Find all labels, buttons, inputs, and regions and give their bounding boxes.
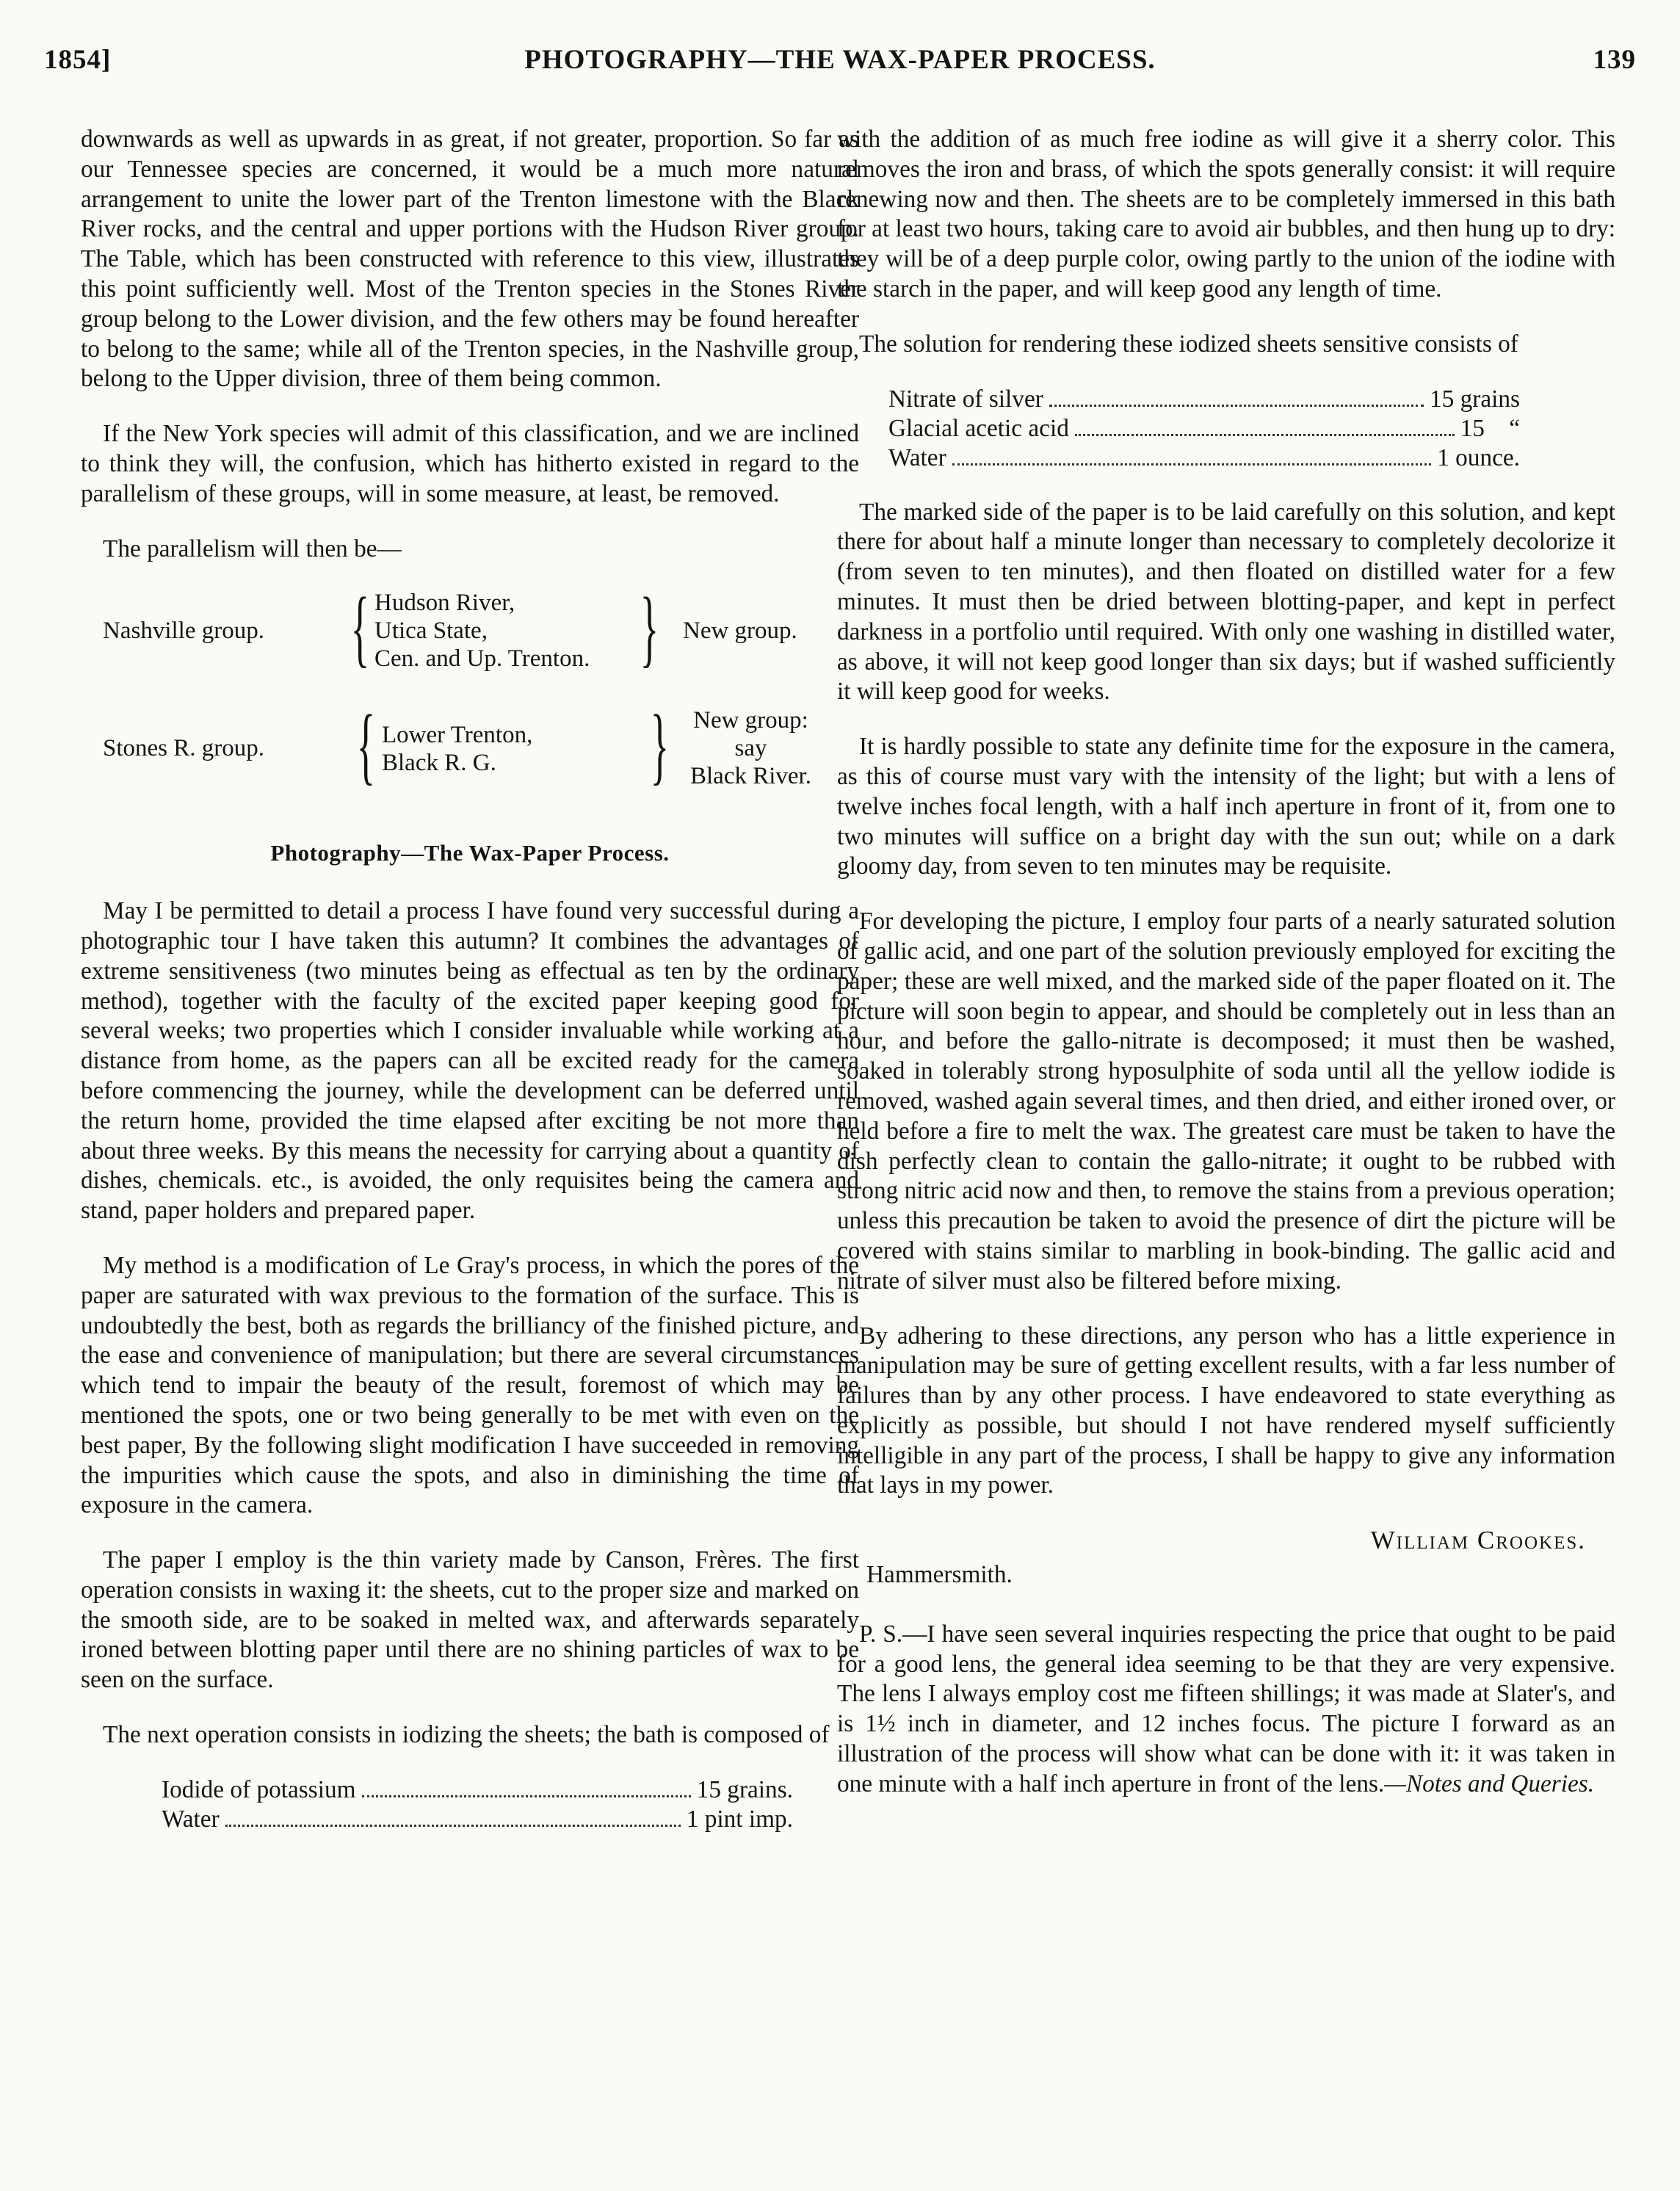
ingredient-amount: 1 ounce. xyxy=(1437,443,1520,471)
recipe-row xyxy=(888,443,1520,473)
leader-dots xyxy=(362,1775,691,1797)
paragraph: It is hardly possible to state any definite time for the exposure in the camera, as this of course must vary with the intensity of the light; but with a lens of twelve inches focal length, with a half inch aperture in front of it, from one to two minutes will suffice on a bright day with the sun out; while on a dark gloomy day, from seven to ten minutes may be requisite. xyxy=(837,733,1615,880)
ingredient-name: Water xyxy=(162,1805,220,1833)
ingredient-name: Nitrate of silver xyxy=(888,385,1043,413)
recipe-row xyxy=(888,414,1520,443)
paragraph: By adhering to these directions, any person who has a little experience in manipulation may be sure of getting excellent results, with a far less number of failures than by any other process. I have endeavored to state everything as explicitly as possible, but should I not have rendered myself sufficiently intelligible in any part of the process, I shall be happy to give any information that lays in my power. xyxy=(837,1322,1615,1499)
ingredient-amount: 15 grains. xyxy=(696,1775,793,1803)
paragraph: The marked side of the paper is to be laid carefully on this solution, and kept there for about half a minute longer than necessary to completely decolorize it (from seven to ten minutes), and then floated on distilled water for a few minutes. It must then be dried between blotting-paper, and kept in perfect darkness in a portfolio until required. With only one washing in distilled water, as above, it will not keep good longer than six days; but if washed sufficiently it will keep good for weeks. xyxy=(837,498,1615,706)
result-line: say xyxy=(734,735,767,762)
parallelism-table xyxy=(81,579,859,816)
group-item: Utica State, xyxy=(374,618,488,645)
recipe-row xyxy=(162,1805,793,1834)
ingredient-name: Glacial acetic acid xyxy=(888,414,1069,442)
ingredient-amount: 15 grains xyxy=(1430,385,1520,413)
leader-dots xyxy=(952,443,1432,466)
postscript xyxy=(837,1620,1615,1800)
ingredient-amount: 15 “ xyxy=(1460,414,1520,442)
left-brace: { xyxy=(356,697,376,794)
header-title: PHOTOGRAPHY—THE WAX-PAPER PROCESS. xyxy=(524,45,1156,75)
group-items xyxy=(374,589,590,673)
left-brace: { xyxy=(350,579,370,676)
paragraph: My method is a modification of Le Gray's process, in which the pores of the paper are saturated with wax previous to the formation of the surface. This is undoubtedly the best, both as regards the brilliancy of the finished picture, and the ease and convenience of manipulation; but there are several circumstances which tend to impair the beauty of the result, foremost of which may be mentioned the spots, one or two being generally to be met with even on the best paper, By the following slight modification I have succeeded in removing the impurities which cause the spots, and also in diminishing the time of exposure in the camera. xyxy=(81,1251,859,1519)
left-column xyxy=(81,125,859,1859)
leader-dots xyxy=(1075,414,1455,436)
group-result: New group. xyxy=(683,618,797,645)
recipe-row xyxy=(162,1775,793,1805)
paragraph: The parallelism will then be— xyxy=(103,535,402,562)
paragraph: The solution for rendering these iodized sheets sensitive consists of xyxy=(859,330,1518,358)
right-brace: } xyxy=(640,579,659,676)
paragraph: The paper I employ is the thin variety made by Canson, Frères. The first operation consists in waxing it: the sheets, cut to the proper size and marked on the smooth side, are to be soaked in melted wax, and afterwards separately ironed between blotting paper until there are no shining particles of wax to be seen on the surface. xyxy=(81,1546,859,1694)
group-item: Hudson River, xyxy=(374,590,515,617)
group-name: Stones R. group. xyxy=(103,735,265,762)
leader-dots xyxy=(225,1805,681,1827)
paragraph: If the New York species will admit of this classification, and we are inclined to think they will, the confusion, which has hitherto existed in regard to the parallelism of these groups, will in some measure, at least, be removed. xyxy=(81,420,859,507)
sensitizing-recipe xyxy=(888,385,1615,473)
recipe-row xyxy=(888,385,1520,414)
group-name: Nashville group. xyxy=(103,618,264,645)
leader-dots xyxy=(1049,385,1424,407)
source-citation: —Notes and Queries. xyxy=(1384,1770,1595,1797)
paragraph: May I be permitted to detail a process I have found very successful during a photographic tour I have taken this autumn? It combines the advantages of extreme sensitiveness (two minutes being as effectual as ten by the ordinary method), together with the faculty of the excited paper keeping good for several weeks; two properties which I consider invaluable while working at a distance from home, as the papers can all be excited ready for the camera before commencing the journey, while the development can be deferred until the return home, provided the time elapsed after exciting be not more than about three weeks. By this means the necessity for carrying about a quantity of dishes, chemicals. etc., is avoided, the only requisites being the camera and stand, paper holders and prepared paper. xyxy=(81,897,859,1225)
author-signature: William Crookes. xyxy=(1370,1526,1586,1555)
paragraph: The next operation consists in iodizing the sheets; the bath is composed of xyxy=(103,1721,830,1749)
right-brace: } xyxy=(650,697,670,794)
author-place: Hammersmith. xyxy=(866,1561,1013,1589)
page-number: 139 xyxy=(1593,45,1636,75)
group-items xyxy=(382,721,532,777)
right-column xyxy=(837,125,1615,1825)
group-item: Black R. G. xyxy=(382,750,496,777)
paragraph: with the addition of as much free iodine as will give it a sherry color. This removes the iron and brass, of which the spots generally consist: it will require renewing now and then. The sheets are to be completely immersed in this bath for at least two hours, taking care to avoid air bubbles, and then hung up to dry: they will be of a deep purple color, owing partly to the union of the iodine with the starch in the paper, and will keep good any length of time. xyxy=(837,126,1615,303)
group-item: Cen. and Up. Trenton. xyxy=(374,645,590,673)
ingredient-name: Iodide of potassium xyxy=(162,1775,356,1803)
result-line: Black River. xyxy=(690,763,811,790)
article-heading: Photography—The Wax-Paper Process. xyxy=(270,840,670,866)
running-header xyxy=(44,44,1636,95)
header-year: 1854] xyxy=(44,45,112,75)
group-item: Lower Trenton, xyxy=(382,722,533,749)
group-result xyxy=(690,706,811,790)
iodizing-recipe xyxy=(162,1775,859,1834)
postscript-text: P. S.—I have seen several inquiries respecting the price that ought to be paid for a good lens, the general idea seeming to be that they are very expensive. The lens I always employ cost me fifteen shillings; it was made at Slater's, and is 1½ inch in diameter, and 12 inches focus. The picture I forward as an illustration of the process will show what can be done with it: it was taken in one minute with a half inch aperture in front of the lens. xyxy=(837,1620,1615,1797)
paragraph: downwards as well as upwards in as great, if not greater, proportion. So far as our Tennessee species are concerned, it would be a much more natural arrangement to unite the lower part of the Trenton limestone with the Black River rocks, and the central and upper portions with the Hudson River group. The Table, which has been constructed with reference to this view, illustrates this point sufficiently well. Most of the Trenton species in the Stones River group belong to the Lower division, and the few others may be found hereafter to belong to the same; while all of the Trenton species, in the Nashville group, belong to the Upper division, three of them being common. xyxy=(81,126,859,393)
ingredient-amount: 1 pint imp. xyxy=(686,1805,793,1833)
result-line: New group: xyxy=(693,707,808,734)
paragraph: For developing the picture, I employ four parts of a nearly saturated solution of gallic acid, and one part of the solution previously employed for exciting the paper; these are well mixed, and the marked side of the paper floated on it. The picture will soon begin to appear, and should be completely out in less than an hour, and before the gallo-nitrate is decomposed; it must then be washed, soaked in tolerably strong hyposulphite of soda until all the yellow iodide is removed, washed again several times, and then dried, and either ironed over, or held before a fire to melt the wax. The greatest care must be taken to have the dish perfectly clean to contain the gallo-nitrate; it ought to be rubbed with strong nitric acid now and then, to remove the stains from a previous operation; unless this precaution be taken to avoid the presence of dirt the picture will be covered with stains similar to marbling in book-binding. The gallic acid and nitrate of silver must also be filtered before mixing. xyxy=(837,908,1615,1294)
ingredient-name: Water xyxy=(888,443,946,471)
